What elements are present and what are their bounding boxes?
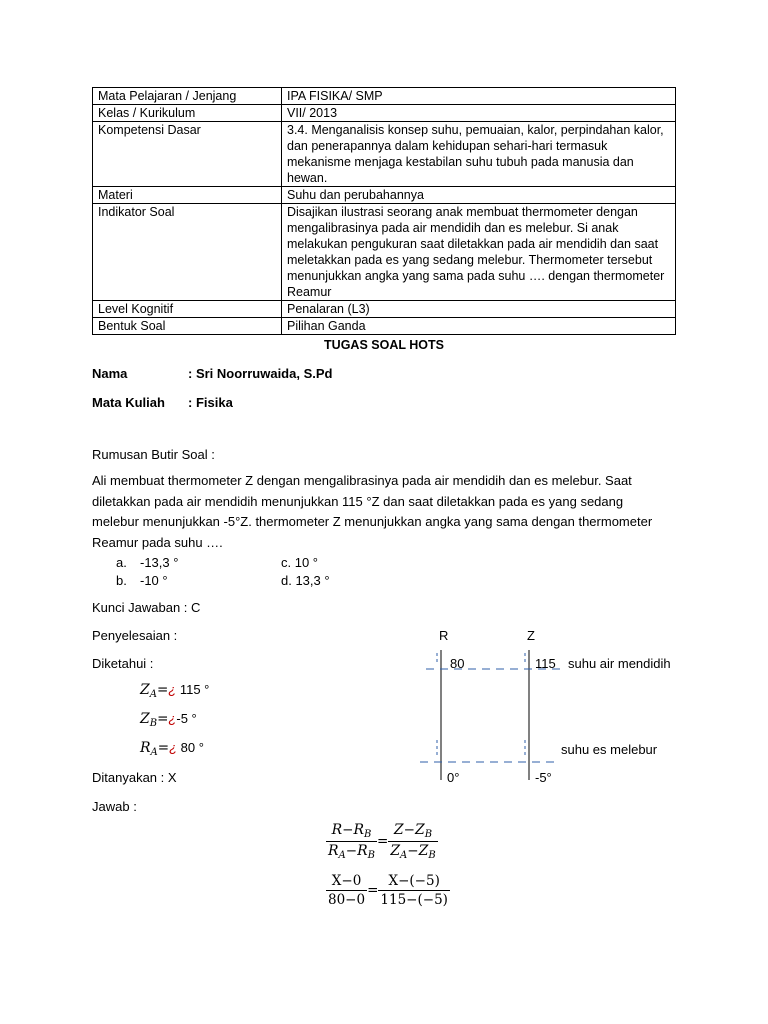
info-label: Indikator Soal [93,204,282,301]
info-value: IPA FISIKA/ SMP [282,88,676,105]
diagram-label-r: R [439,628,449,643]
answer-key: Kunci Jawaban : C [92,600,201,615]
info-label: Kelas / Kurikulum [93,105,282,122]
formula-general: $\frac{R-R_B}{R_A-R_B}$ = $\frac{Z-Z_B}{Z_A-Z_B}$ [328,822,436,861]
solution-label: Penyelesaian : [92,628,178,643]
info-row [93,187,676,204]
info-row [93,105,676,122]
option-c-text: c. 10 ° [281,555,318,570]
info-row [93,122,676,187]
diagram-label-z: Z [527,628,535,643]
option-d-text: d. 13,3 ° [281,573,330,588]
z-top-value: 115 [535,656,556,671]
known-zb: $Z_B=¿-5$ ° [140,711,197,729]
info-label: Kompetensi Dasar [93,122,282,187]
r-bottom-value: 0° [447,770,460,785]
option-a-text: -13,3 ° [140,555,179,570]
asked-label: Ditanyakan : X [92,770,177,785]
info-value: Suhu dan perubahannya [282,187,676,204]
info-value: Penalaran (L3) [282,301,676,318]
z-bottom-value: -5° [535,770,552,785]
info-value: 3.4. Menganalisis konsep suhu, pemuaian, kalor, perpindahan kalor, dan penerapannya dalam kehidupan sehari-hari termasuk mekanisme menjaga kestabilan suhu tubuh pada manusia dan hewan. [282,122,676,187]
matkul-label: Mata Kuliah [92,395,165,410]
info-label: Mata Pelajaran / Jenjang [93,88,282,105]
page-title: TUGAS SOAL HOTS [324,338,444,352]
info-row [93,301,676,318]
known-label: Diketahui : [92,656,154,671]
melting-label: suhu es melebur [561,742,658,757]
info-row [93,204,676,301]
option-a-letter: a. [116,555,127,570]
known-za: $Z_A=¿$ 115 ° [140,682,210,700]
info-value: VII/ 2013 [282,105,676,122]
option-b-letter: b. [116,573,127,588]
info-row [93,318,676,335]
info-row [93,88,676,105]
option-b-text: -10 ° [140,573,168,588]
boiling-label: suhu air mendidih [568,656,671,671]
rumusan-label: Rumusan Butir Soal : [92,447,215,462]
info-label: Bentuk Soal [93,318,282,335]
info-label: Level Kognitif [93,301,282,318]
info-value: Disajikan ilustrasi seorang anak membuat thermometer dengan mengalibrasinya pada air mendidih dan es melebur. Si anak melakukan pengukuran saat diletakkan pada air mendidih dan saat meletakkan pada es yang sedang melebur. Thermometer tersebut menunjukkan angka yang sama pada suhu …. dengan thermometer Reamur [282,204,676,301]
question-text: Ali membuat thermometer Z dengan mengalibrasinya pada air mendidih dan es melebur. Saat diletakkan pada air mendidih menunjukkan 115 °Z dan saat diletakkan pada es yang sedang melebur menunjukkan -5°Z. thermometer Z menunjukkan angka yang sama dengan thermometer Reamur pada suhu …. [92,473,653,550]
r-top-value: 80 [450,656,465,671]
matkul-value: : Fisika [188,395,233,410]
info-label: Materi [93,187,282,204]
formula-substituted: $\frac{X-0}{80-0}$ = $\frac{X-(-5)}{115-(-5)}$ [328,873,448,908]
nama-label: Nama [92,366,128,381]
info-table [92,87,676,335]
answer-label: Jawab : [92,799,137,814]
known-ra: $R_A=¿$ 80 ° [140,740,204,758]
nama-value: : Sri Noorruwaida, S.Pd [188,366,333,381]
info-value: Pilihan Ganda [282,318,676,335]
